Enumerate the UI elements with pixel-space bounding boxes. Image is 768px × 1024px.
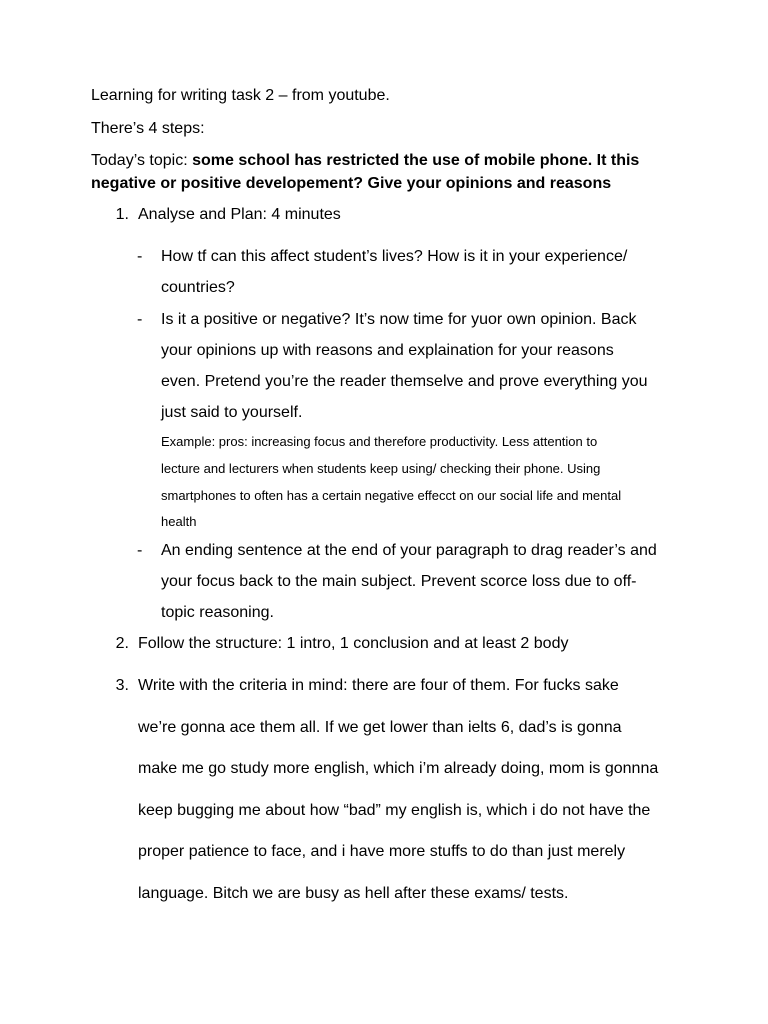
step-1-bullet-3-line-1: An ending sentence at the end of your paragraph to drag reader’s and: [161, 542, 657, 559]
step-3-line-1: Write with the criteria in mind: there are four of them. For fucks sake: [138, 677, 619, 694]
step-1-bullet-2-line-4: just said to yourself.: [161, 404, 303, 421]
bullet-dash: -: [137, 248, 143, 265]
example-line-2: lecture and lecturers when students keep using/ checking their phone. Using: [161, 461, 601, 476]
step-3-line-5: proper patience to face, and i have more stuffs to do than just merely: [138, 843, 626, 860]
example-line-1: Example: pros: increasing focus and therefore productivity. Less attention to: [161, 434, 598, 449]
step-1-bullet-3-line-3: topic reasoning.: [161, 604, 274, 621]
topic-text-1: some school has restricted the use of mobile phone. It this: [192, 152, 640, 169]
bullet-dash: -: [137, 311, 143, 328]
step-1-number: 1.: [115, 206, 129, 223]
step-1-bullet-2-line-1: Is it a positive or negative? It’s now time for yuor own opinion. Back: [161, 311, 637, 328]
step-1-bullet-3-line-2: your focus back to the main subject. Prevent scorce loss due to off-: [161, 573, 637, 590]
step-3-line-3: make me go study more english, which i’m already doing, mom is gonnna: [138, 760, 659, 777]
step-3-line-6: language. Bitch we are busy as hell after these exams/ tests.: [138, 885, 569, 902]
step-1-bullet-2-line-3: even. Pretend you’re the reader themselve and prove everything you: [161, 373, 648, 390]
step-2-number: 2.: [115, 635, 129, 652]
intro-line-1: Learning for writing task 2 – from youtube.: [91, 87, 390, 104]
topic-line-1: [91, 151, 639, 171]
intro-line-2: There’s 4 steps:: [91, 120, 205, 137]
example-line-3: smartphones to often has a certain negative effecct on our social life and mental: [161, 488, 622, 503]
step-1-text: Analyse and Plan: 4 minutes: [138, 206, 341, 223]
step-3-line-4: keep bugging me about how “bad” my english is, which i do not have the: [138, 802, 651, 819]
topic-label: Today’s topic:: [91, 152, 188, 169]
step-2-text: Follow the structure: 1 intro, 1 conclusion and at least 2 body: [138, 635, 569, 652]
bullet-dash: -: [137, 542, 143, 559]
step-1-bullet-2-line-2: your opinions up with reasons and explaination for your reasons: [161, 342, 614, 359]
step-1-bullet-1-line-2: countries?: [161, 279, 235, 296]
topic-text-2: negative or positive developement? Give your opinions and reasons: [91, 175, 612, 192]
step-3-line-2: we’re gonna ace them all. If we get lower than ielts 6, dad’s is gonna: [138, 719, 622, 736]
step-3-number: 3.: [115, 677, 129, 694]
step-1-bullet-1-line-1: How tf can this affect student’s lives? How is it in your experience/: [161, 248, 628, 265]
example-line-4: health: [161, 514, 197, 529]
